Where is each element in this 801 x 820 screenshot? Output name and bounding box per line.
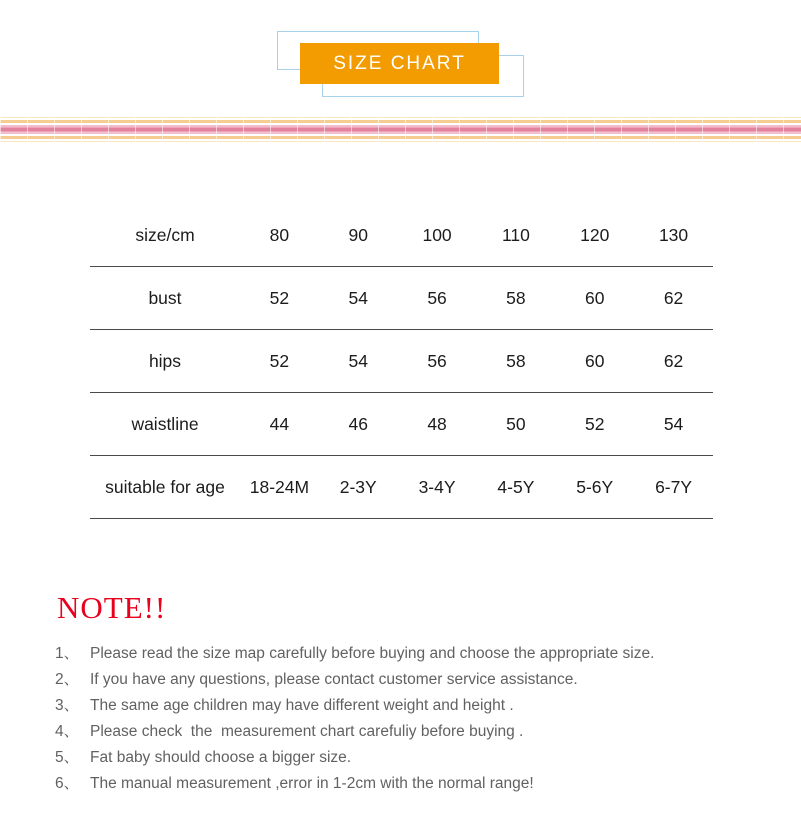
table-cell: 5-6Y [576,476,614,497]
note-item [55,693,765,719]
table-cell: 4-5Y [497,476,535,497]
note-number: 4、 [55,723,80,740]
table-cell: 130 [658,224,689,245]
note-number: 3、 [55,697,80,714]
table-cell: 52 [269,350,290,371]
table-cell: 62 [663,350,684,371]
stripe-line [0,128,801,131]
table-cell: 100 [422,224,452,245]
stripe-line [0,120,801,123]
title-banner [300,43,499,84]
table-cell: 3-4Y [418,476,456,497]
note-item [55,745,765,771]
note-text: Please check the measurement chart carefuliy before buying . [90,723,524,740]
size-table [90,204,713,519]
table-row [90,456,713,519]
note-item [55,771,765,797]
row-label: hips [148,350,182,371]
table-cell: 80 [269,224,290,245]
stripe-line [0,136,801,139]
stripe-line [0,131,801,132]
table-cell: 54 [348,350,368,371]
table-cell: 50 [506,413,526,434]
table-cell: 18-24M [249,476,310,497]
note-number: 5、 [55,749,80,766]
table-cell: 48 [427,413,447,434]
note-heading: NOTE!! [57,590,167,625]
stripe-line [0,117,801,118]
stripe-line [0,141,801,142]
note-text: If you have any questions, please contact customer service assistance. [90,671,578,688]
row-label: size/cm [135,224,195,245]
table-cell: 52 [584,413,605,434]
table-cell: 52 [269,287,290,308]
stripe-line [0,123,801,125]
table-cell: 120 [580,224,610,245]
table-cell: 46 [348,413,368,434]
notes-list [55,641,765,797]
note-item [55,641,765,667]
row-label: waistline [131,413,199,434]
note-item [55,667,765,693]
table-cell: 62 [663,287,684,308]
row-label: bust [148,287,182,308]
table-cell: 56 [427,287,447,308]
table-cell: 60 [584,287,605,308]
table-cell: 58 [506,287,526,308]
table-row [90,330,713,393]
note-text: The manual measurement ,error in 1-2cm with the normal range! [90,775,534,792]
row-label: suitable for age [105,476,225,497]
table-cell: 110 [501,224,530,245]
table-cell: 56 [427,350,447,371]
table-cell: 6-7Y [655,476,693,497]
note-number: 6、 [55,775,80,792]
table-row [90,267,713,330]
table-cell: 58 [506,350,526,371]
table-cell: 54 [663,413,684,434]
table-cell: 54 [348,287,368,308]
table-cell: 44 [269,413,290,434]
page-title: SIZE CHART [333,52,466,74]
note-number: 2、 [55,671,80,688]
stripe-line [0,125,801,127]
table-cell: 2-3Y [339,476,377,497]
note-text: Please read the size map carefully before buying and choose the appropriate size. [90,645,655,662]
stripe-line [0,127,801,128]
decor-stripe-band [0,117,801,142]
table-cell: 90 [348,224,368,245]
table-row [90,393,713,456]
note-item [55,719,765,745]
stripe-line [0,132,801,134]
table-cell: 60 [584,350,605,371]
table-row [90,204,713,267]
note-text: Fat baby should choose a bigger size. [90,749,352,766]
note-number: 1、 [55,645,80,662]
stripe-line [0,118,801,120]
note-text: The same age children may have different weight and height . [90,697,514,714]
stripe-line [0,134,801,136]
stripe-line [0,139,801,141]
